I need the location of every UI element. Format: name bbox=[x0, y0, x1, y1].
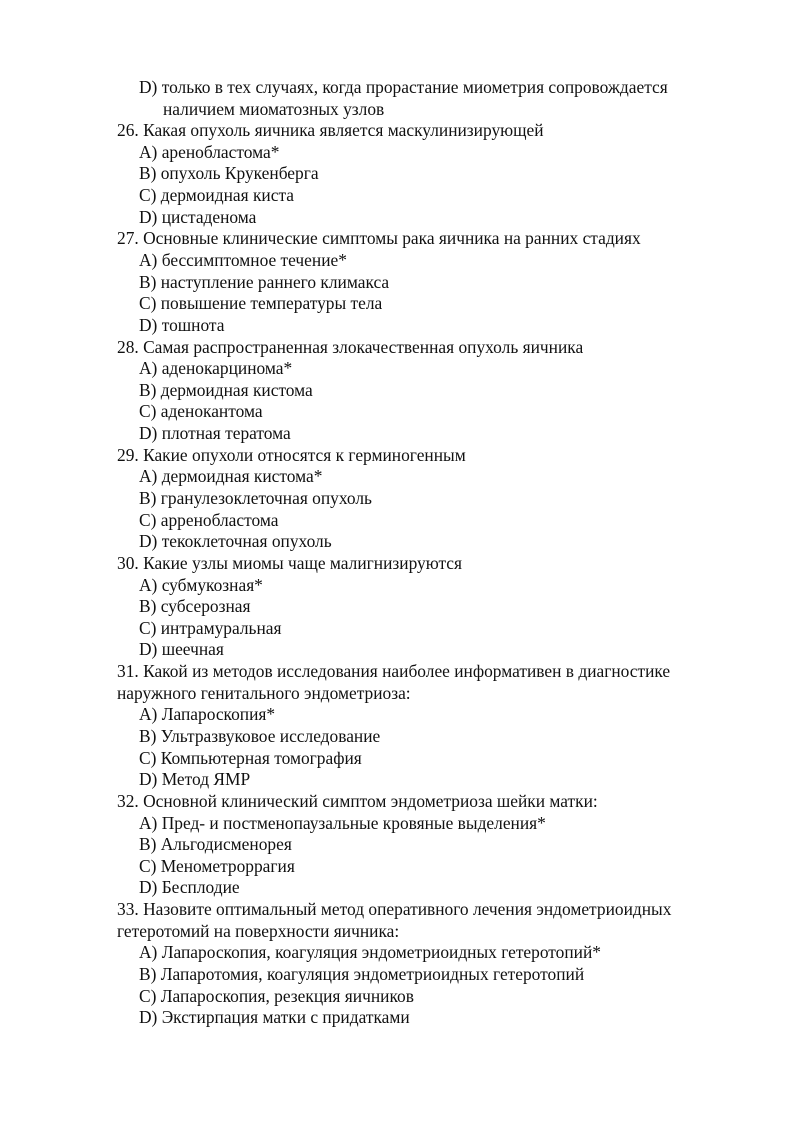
question-31-option-d: D) Метод ЯМР bbox=[139, 769, 251, 789]
question-29: 29. Какие опухоли относятся к герминогенным bbox=[117, 445, 466, 465]
question-29-option-d: D) текоклеточная опухоль bbox=[139, 531, 332, 551]
question-31-continuation: наружного генитального эндометриоза: bbox=[117, 683, 411, 703]
question-29-option-a: A) дермоидная кистома* bbox=[139, 466, 323, 486]
question-31: 31. Какой из методов исследования наиболее информативен в диагностике bbox=[117, 661, 671, 681]
question-32: 32. Основной клинический симптом эндометриоза шейки матки: bbox=[117, 791, 598, 811]
question-32-option-a: A) Пред- и постменопаузальные кровяные выделения* bbox=[139, 813, 546, 833]
question-30-option-a: A) субмукозная* bbox=[139, 575, 263, 595]
question-32-option-c: C) Менометроррагия bbox=[139, 856, 295, 876]
question-27-option-a: A) бессимптомное течение* bbox=[139, 250, 347, 270]
question-30-option-b: B) субсерозная bbox=[139, 596, 251, 616]
question-28-option-a: A) аденокарцинома* bbox=[139, 358, 293, 378]
question-26: 26. Какая опухоль яичника является маскулинизирующей bbox=[117, 120, 544, 140]
question-33-option-d: D) Экстирпация матки с придатками bbox=[139, 1007, 410, 1027]
question-28: 28. Самая распространенная злокачественная опухоль яичника bbox=[117, 337, 584, 357]
question-26-option-b: B) опухоль Крукенберга bbox=[139, 163, 319, 183]
option-d-carryover-continuation: наличием миоматозных узлов bbox=[163, 99, 385, 119]
question-32-option-b: B) Альгодисменорея bbox=[139, 834, 292, 854]
question-31-option-b: B) Ультразвуковое исследование bbox=[139, 726, 381, 746]
question-33-option-b: B) Лапаротомия, коагуляция эндометриоидных гетеротопий bbox=[139, 964, 585, 984]
question-31-option-c: C) Компьютерная томография bbox=[139, 748, 362, 768]
question-32-option-d: D) Бесплодие bbox=[139, 877, 240, 897]
option-d-carryover: D) только в тех случаях, когда прорастание миометрия сопровождается bbox=[139, 77, 668, 97]
question-28-option-c: C) аденокантома bbox=[139, 401, 263, 421]
question-29-option-c: C) арренобластома bbox=[139, 510, 279, 530]
question-27-option-d: D) тошнота bbox=[139, 315, 225, 335]
question-33-continuation: гетеротомий на поверхности яичника: bbox=[117, 921, 400, 941]
question-30-option-d: D) шеечная bbox=[139, 639, 224, 659]
question-33-option-a: A) Лапароскопия, коагуляция эндометриоидных гетеротопий* bbox=[139, 942, 601, 962]
question-26-option-d: D) цистаденома bbox=[139, 207, 257, 227]
question-27: 27. Основные клинические симптомы рака яичника на ранних стадиях bbox=[117, 228, 641, 248]
question-27-option-b: B) наступление раннего климакса bbox=[139, 272, 390, 292]
question-30: 30. Какие узлы миомы чаще малигнизируются bbox=[117, 553, 463, 573]
question-28-option-d: D) плотная тератома bbox=[139, 423, 291, 443]
question-26-option-a: A) аренобластома* bbox=[139, 142, 280, 162]
question-33-option-c: C) Лапароскопия, резекция яичников bbox=[139, 986, 414, 1006]
question-27-option-c: C) повышение температуры тела bbox=[139, 293, 383, 313]
question-26-option-c: C) дермоидная киста bbox=[139, 185, 294, 205]
question-30-option-c: C) интрамуральная bbox=[139, 618, 282, 638]
question-31-option-a: A) Лапароскопия* bbox=[139, 704, 276, 724]
question-29-option-b: B) гранулезоклеточная опухоль bbox=[139, 488, 372, 508]
question-28-option-b: B) дермоидная кистома bbox=[139, 380, 313, 400]
question-33: 33. Назовите оптимальный метод оперативного лечения эндометриоидных bbox=[117, 899, 672, 919]
